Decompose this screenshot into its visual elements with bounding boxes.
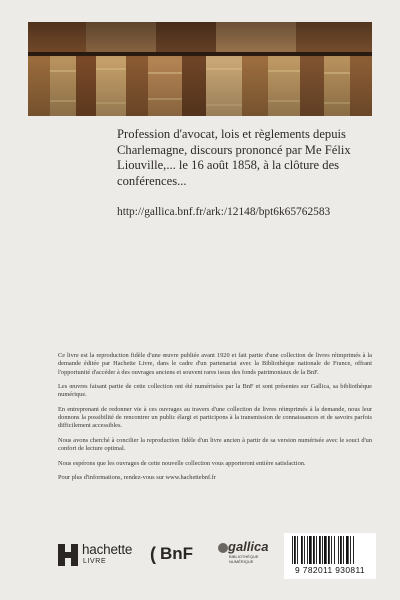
gallica-subtitle: BIBLIOTHÈQUE NUMÉRIQUE <box>229 554 259 564</box>
hachette-livre-logo <box>58 542 144 570</box>
hachette-mark-icon <box>58 544 78 566</box>
cover-photo-old-books <box>28 22 372 116</box>
description-paragraph: Nous avons cherché à concilier la reproduction fidèle d'un livre ancien à partir de sa version numérisée avec le souci d'un confort de lecture optimal. <box>58 436 372 453</box>
livre-wordmark: LIVRE <box>83 558 107 565</box>
description-paragraph: Les œuvres faisant partie de cette collection ont été numérisées par la BnF et sont présentes sur Gallica, sa bibliothèque numérique. <box>58 383 372 399</box>
bnf-wordmark: BnF <box>160 544 194 563</box>
bnf-bracket: ( <box>150 544 156 564</box>
collection-description <box>58 352 372 489</box>
bnf-logo <box>150 542 210 568</box>
description-paragraph: En entreprenant de redonner vie à ces ouvrages au travers d'une collection de livres réimprimés à la demande, nous leur donnons la possibilité de rencontrer un public élargi et participons à la transmission de connaissances et de savoirs parfois difficilement accessibles. <box>58 405 372 430</box>
publisher-logos <box>58 533 372 577</box>
gallica-url[interactable]: http://gallica.bnf.fr/ark:/12148/bpt6k65762583 <box>117 206 331 218</box>
description-paragraph: Pour plus d'informations, rendez-vous sur www.hachettebnf.fr <box>58 474 216 482</box>
description-paragraph: Ce livre est la reproduction fidèle d'une œuvre publiée avant 1920 et fait partie d'une collection de livres réimprimés à la demande éditée par Hachette Livre, dans le cadre d'un partenariat avec la Bibliothèque nationale de France, offrant l'opportunité d'accéder à des ouvrages anciens et souvent rares issus des fonds patrimoniaux de la BnF. <box>58 352 372 376</box>
isbn-barcode <box>284 533 376 579</box>
gallica-wordmark: gallica <box>228 539 269 554</box>
description-paragraph: Nous espérons que les ouvrages de cette nouvelle collection vous apporteront entière satisfaction. <box>58 459 306 467</box>
isbn-digits: 9 782011 930811 <box>295 565 365 575</box>
book-title: Profession d'avocat, lois et règlements depuis Charlemagne, discours prononcé par Me Félix Liouville,... le 16 août 1858, à la clôture des conférences... <box>117 127 351 188</box>
gallica-logo <box>218 539 278 571</box>
gallica-dot-icon <box>218 543 228 553</box>
hachette-wordmark: hachette <box>82 542 133 557</box>
barcode-bars-icon <box>292 536 368 566</box>
